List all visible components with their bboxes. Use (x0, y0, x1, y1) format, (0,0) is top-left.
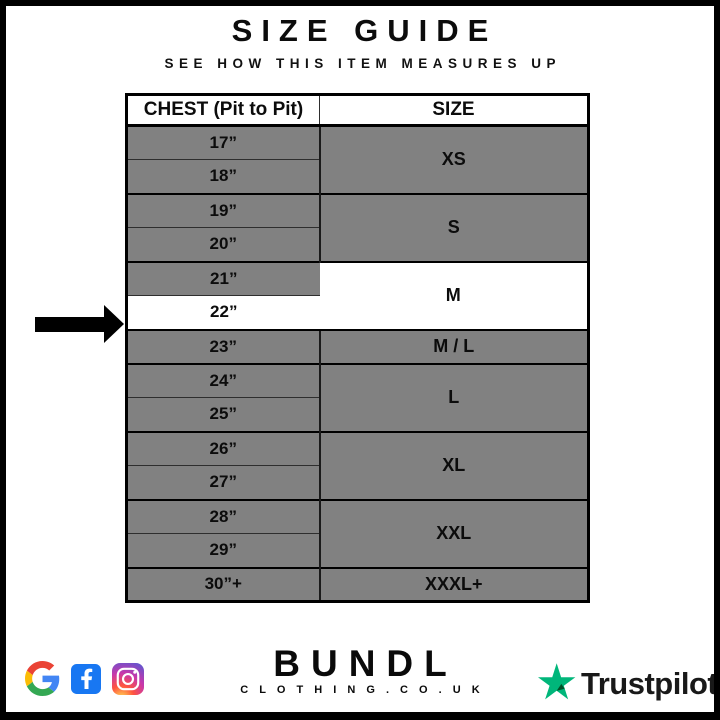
measurement-cell: 27” (127, 466, 320, 500)
trustpilot-star-icon (538, 663, 576, 705)
size-cell-l: L (320, 364, 589, 432)
arrow-head (104, 305, 124, 343)
size-cell-xxl: XXL (320, 500, 589, 568)
measurement-cell: 20” (127, 228, 320, 262)
measurement-cell: 25” (127, 398, 320, 432)
size-cell-ml: M / L (320, 330, 589, 364)
size-cell-xxxl: XXXL+ (320, 568, 589, 602)
measurement-cell: 26” (127, 432, 320, 466)
column-header-chest: CHEST (Pit to Pit) (127, 95, 320, 126)
measurement-cell: 30”+ (127, 568, 320, 602)
size-cell-s: S (320, 194, 589, 262)
table-row (127, 330, 589, 364)
column-header-size: SIZE (320, 95, 589, 126)
table-row (127, 262, 589, 296)
page-title: SIZE GUIDE (231, 13, 498, 48)
table-row (127, 500, 589, 534)
brand-domain: C L O T H I N G . C O . U K (240, 684, 484, 696)
arrow-shaft (35, 317, 105, 332)
measurement-cell: 28” (127, 500, 320, 534)
table-row (127, 432, 589, 466)
size-guide-table (125, 93, 590, 603)
page-subtitle: SEE HOW THIS ITEM MEASURES UP (164, 56, 562, 71)
measurement-cell-highlighted: 22” (127, 296, 320, 330)
measurement-cell: 29” (127, 534, 320, 568)
size-cell-xs: XS (320, 126, 589, 194)
measurement-cell: 18” (127, 160, 320, 194)
measurement-cell: 21” (127, 262, 320, 296)
table-row (127, 194, 589, 228)
size-cell-m-highlighted: M (320, 262, 589, 330)
measurement-cell: 17” (127, 126, 320, 160)
measurement-cell: 24” (127, 364, 320, 398)
table-row (127, 364, 589, 398)
trustpilot-logo[interactable] (538, 663, 717, 705)
measurement-cell: 19” (127, 194, 320, 228)
table-row (127, 568, 589, 602)
highlight-arrow-icon (35, 304, 125, 344)
table-header-row (127, 95, 589, 126)
measurement-cell: 23” (127, 330, 320, 364)
trustpilot-label: Trustpilot (581, 666, 718, 701)
table-row (127, 126, 589, 160)
brand-name: BUNDL (273, 643, 458, 684)
size-cell-xl: XL (320, 432, 589, 500)
